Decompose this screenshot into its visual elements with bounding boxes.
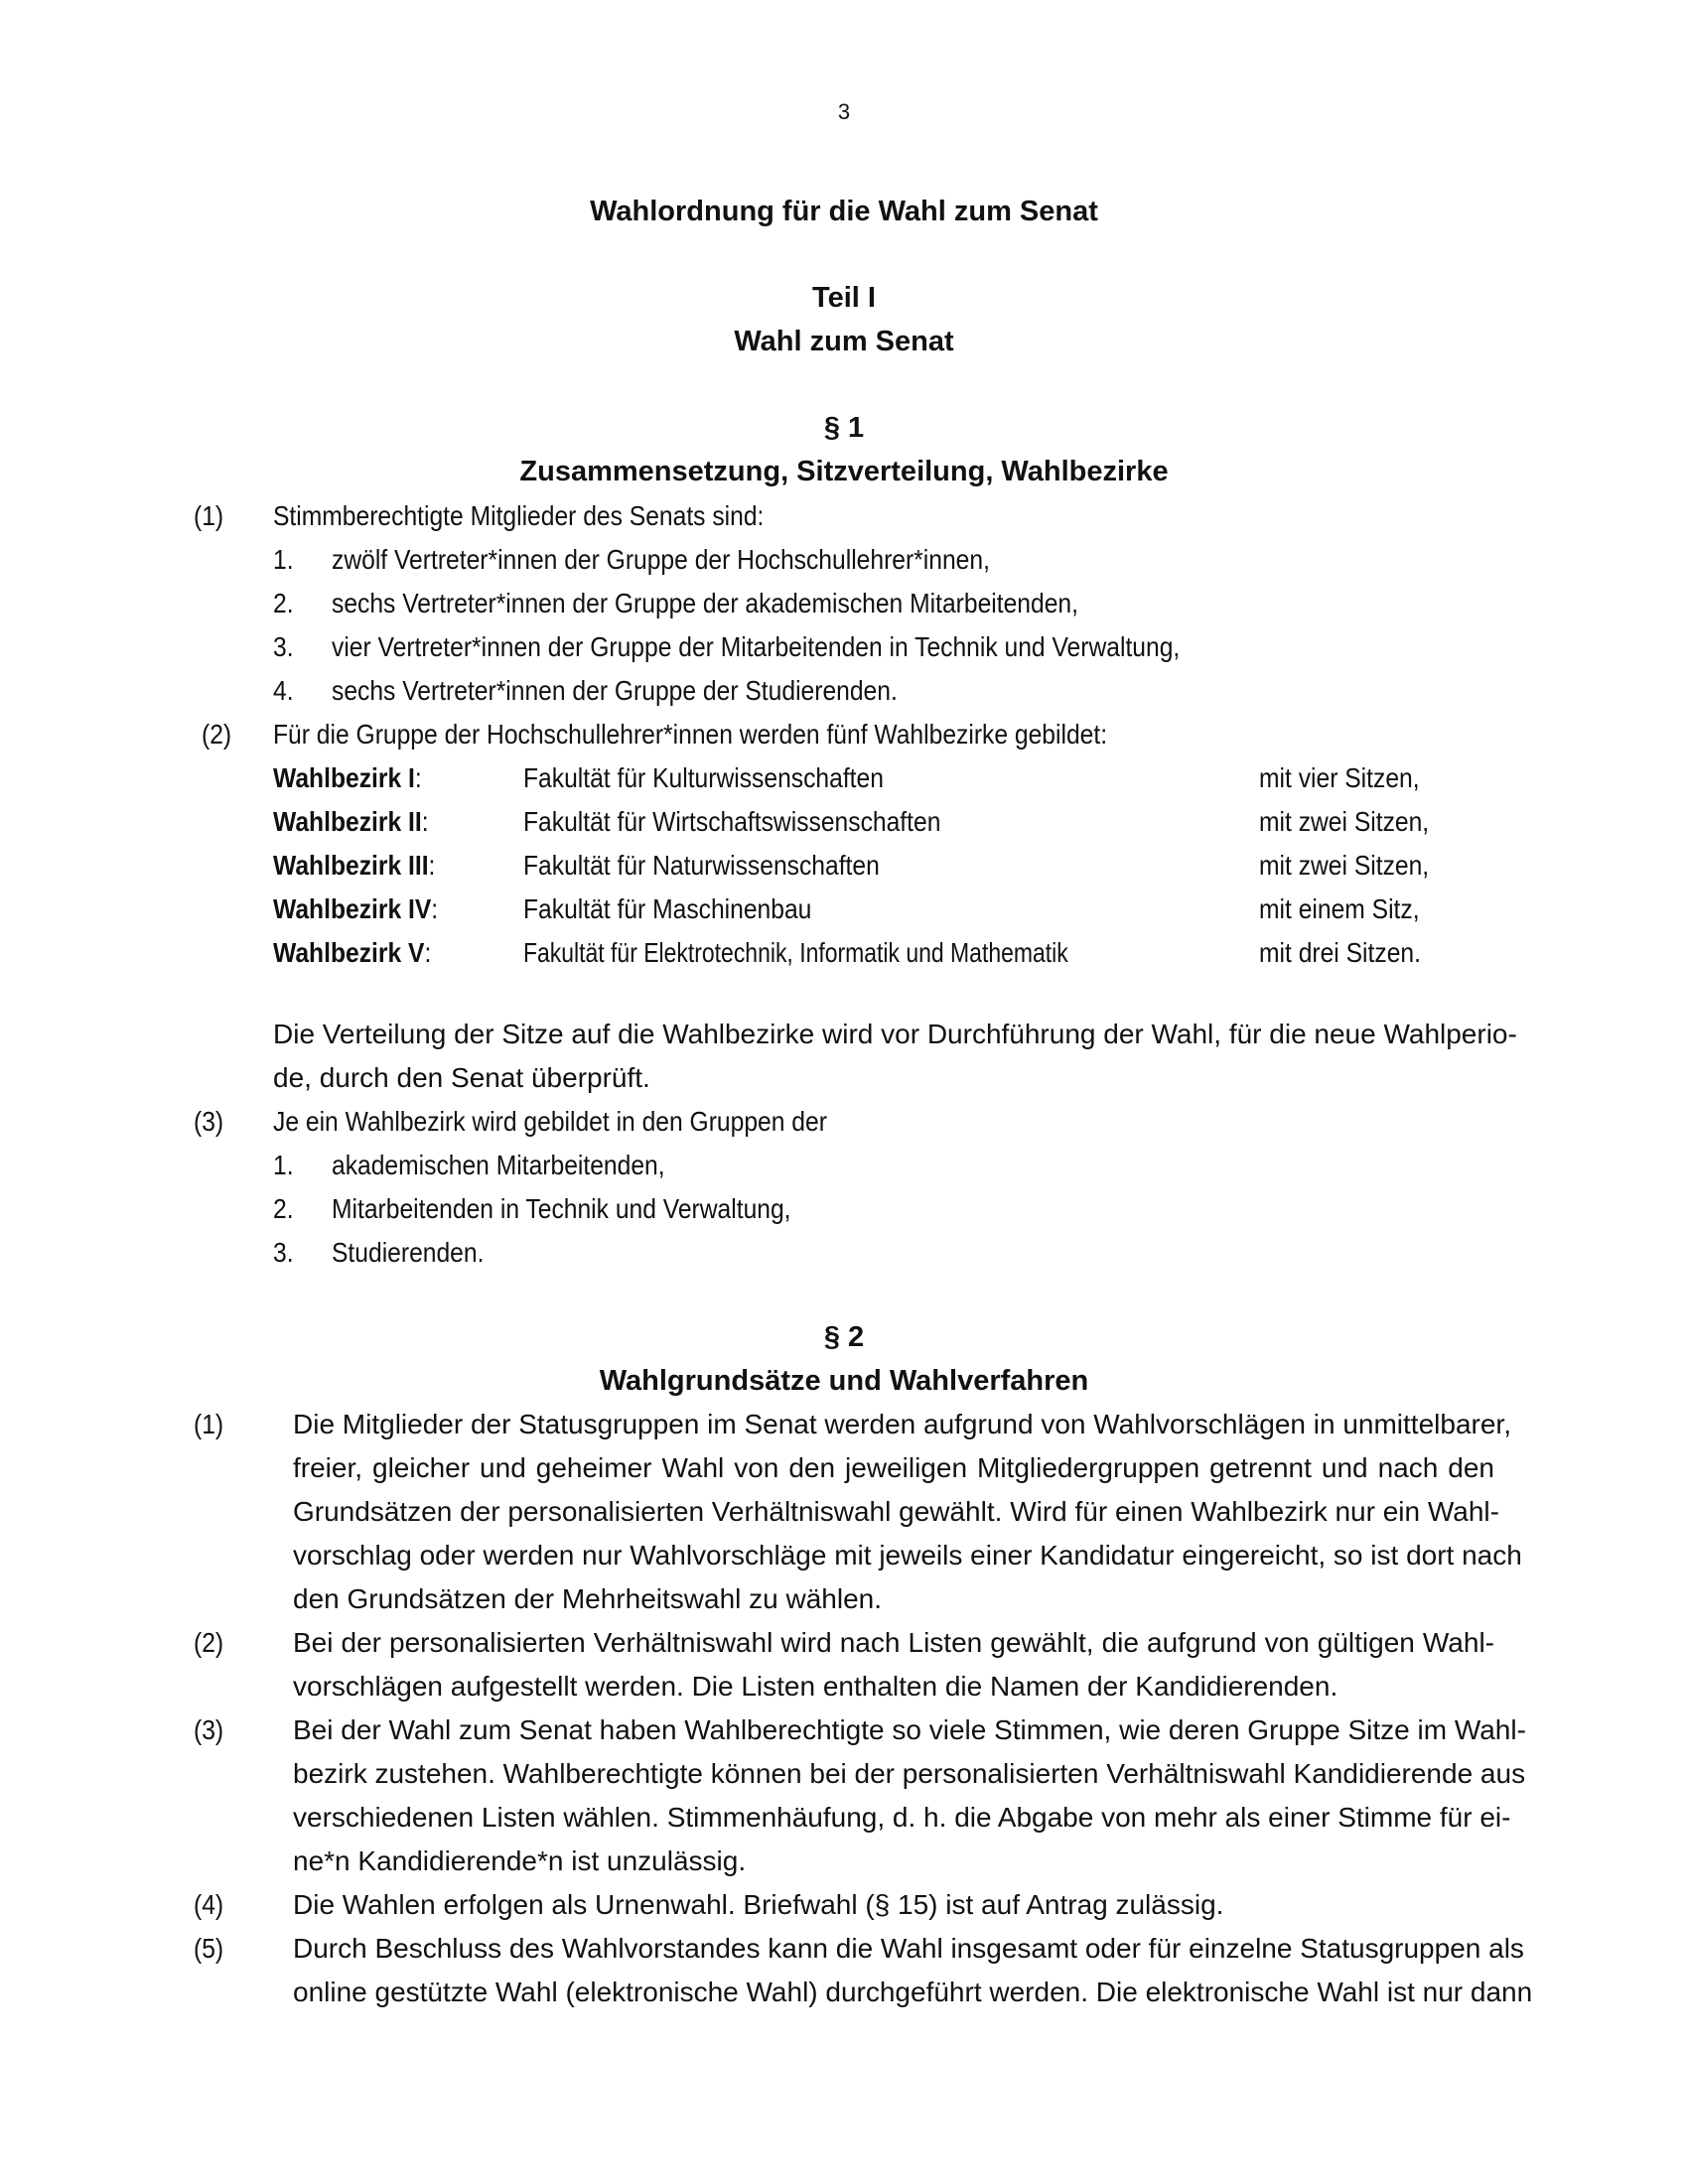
paragraph-text: Grundsätzen der personalisierten Verhältniswahl gewählt. Wird für einen Wahlbezirk nur ein Wahl- [293,1496,1499,1527]
paragraph-text: den Grundsätzen der Mehrheitswahl zu wählen. [293,1583,883,1614]
paragraph-text: bezirk zustehen. Wahlberechtigte können bei der personalisierten Verhältniswahl Kandidierende aus [293,1758,1526,1789]
list-item-number: 1. [273,1150,294,1180]
paragraph-label: (5) [194,1933,224,1964]
list-item-text: sechs Vertreter*innen der Gruppe der Studierenden. [332,675,898,706]
district-row: Wahlbezirk V: [273,937,432,968]
district-name: Wahlbezirk II [273,806,422,837]
paragraph-text: online gestützte Wahl (elektronische Wahl) durchgeführt werden. Die elektronische Wahl ist nur dann [293,1977,1533,2007]
district-row: Wahlbezirk IV: [273,893,439,924]
district-name: Wahlbezirk III [273,850,429,881]
district-faculty: Fakultät für Kulturwissenschaften [523,762,884,793]
list-item-number: 3. [273,1237,294,1268]
document-title: Wahlordnung für die Wahl zum Senat [590,196,1098,227]
district-seats: mit einem Sitz, [1259,893,1420,924]
paragraph-text: verschiedenen Listen wählen. Stimmenhäufung, d. h. die Abgabe von mehr als einer Stimme für ei- [293,1802,1511,1833]
district-faculty: Fakultät für Elektrotechnik, Informatik und Mathematik [523,937,1068,968]
district-name: Wahlbezirk IV [273,893,432,924]
district-row: Wahlbezirk III: [273,850,436,881]
district-row: Wahlbezirk I: [273,762,422,793]
page-number: 3 [837,99,851,124]
paragraph-text: Bei der personalisierten Verhältniswahl wird nach Listen gewählt, die aufgrund von gültigen Wahl- [293,1627,1494,1658]
paragraph-label: (2) [202,719,232,750]
list-item-number: 3. [273,631,294,662]
list-item-number: 2. [273,588,294,618]
paragraph-label: (1) [194,500,224,531]
section-2-number: § 2 [823,1321,865,1353]
paragraph-text: Die Mitglieder der Statusgruppen im Senat werden aufgrund von Wahlvorschlägen in unmittelbarer, [293,1409,1511,1439]
paragraph-text: freier, gleicher und geheimer Wahl von den jeweiligen Mitgliedergruppen getrennt und nach den [293,1452,1494,1483]
district-seats: mit zwei Sitzen, [1259,850,1430,881]
list-item-text: sechs Vertreter*innen der Gruppe der akademischen Mitarbeitenden, [332,588,1078,618]
paragraph-label: (3) [194,1106,224,1137]
paragraph-text: vorschlag oder werden nur Wahlvorschläge mit jeweils einer Kandidatur eingereicht, so ist dort nach [293,1540,1522,1570]
list-item-text: zwölf Vertreter*innen der Gruppe der Hochschullehrer*innen, [332,544,990,575]
part-number: Teil I [812,282,876,314]
district-seats: mit drei Sitzen. [1259,937,1421,968]
list-item-text: Mitarbeitenden in Technik und Verwaltung, [332,1193,791,1224]
section-2-title: Wahlgrundsätze und Wahlverfahren [599,1365,1089,1397]
list-item-number: 2. [273,1193,294,1224]
paragraph-text: Durch Beschluss des Wahlvorstandes kann die Wahl insgesamt oder für einzelne Statusgruppen als [293,1933,1524,1964]
district-faculty: Fakultät für Naturwissenschaften [523,850,880,881]
paragraph-text: vorschlägen aufgestellt werden. Die Listen enthalten die Namen der Kandidierenden. [293,1671,1338,1702]
section-1-title: Zusammensetzung, Sitzverteilung, Wahlbezirke [519,456,1169,487]
district-row: Wahlbezirk II: [273,806,429,837]
paragraph-text: Je ein Wahlbezirk wird gebildet in den Gruppen der [273,1106,827,1137]
paragraph-text: ne*n Kandidierende*n ist unzulässig. [293,1845,747,1876]
paragraph-label: (3) [194,1714,224,1745]
paragraph-label: (1) [194,1409,224,1439]
list-item-text: akademischen Mitarbeitenden, [332,1150,665,1180]
part-title: Wahl zum Senat [734,326,954,357]
section-1-number: § 1 [823,412,865,444]
district-name: Wahlbezirk I [273,762,415,793]
district-faculty: Fakultät für Wirtschaftswissenschaften [523,806,941,837]
district-name: Wahlbezirk V [273,937,425,968]
paragraph-text: Die Wahlen erfolgen als Urnenwahl. Briefwahl (§ 15) ist auf Antrag zulässig. [293,1889,1224,1920]
list-item-text: vier Vertreter*innen der Gruppe der Mitarbeitenden in Technik und Verwaltung, [332,631,1181,662]
district-seats: mit zwei Sitzen, [1259,806,1430,837]
paragraph-text: Stimmberechtigte Mitglieder des Senats sind: [273,500,765,531]
list-item-text: Studierenden. [332,1237,485,1268]
paragraph-text: Für die Gruppe der Hochschullehrer*innen werden fünf Wahlbezirke gebildet: [273,719,1108,750]
district-faculty: Fakultät für Maschinenbau [523,893,812,924]
paragraph-label: (2) [194,1627,224,1658]
list-item-number: 1. [273,544,294,575]
paragraph-label: (4) [194,1889,224,1920]
list-item-number: 4. [273,675,294,706]
paragraph-text: de, durch den Senat überprüft. [273,1062,650,1093]
paragraph-text: Bei der Wahl zum Senat haben Wahlberechtigte so viele Stimmen, wie deren Gruppe Sitze im Wahl- [293,1714,1526,1745]
paragraph-text: Die Verteilung der Sitze auf die Wahlbezirke wird vor Durchführung der Wahl, für die neue Wahlperio- [273,1019,1517,1049]
district-seats: mit vier Sitzen, [1259,762,1420,793]
